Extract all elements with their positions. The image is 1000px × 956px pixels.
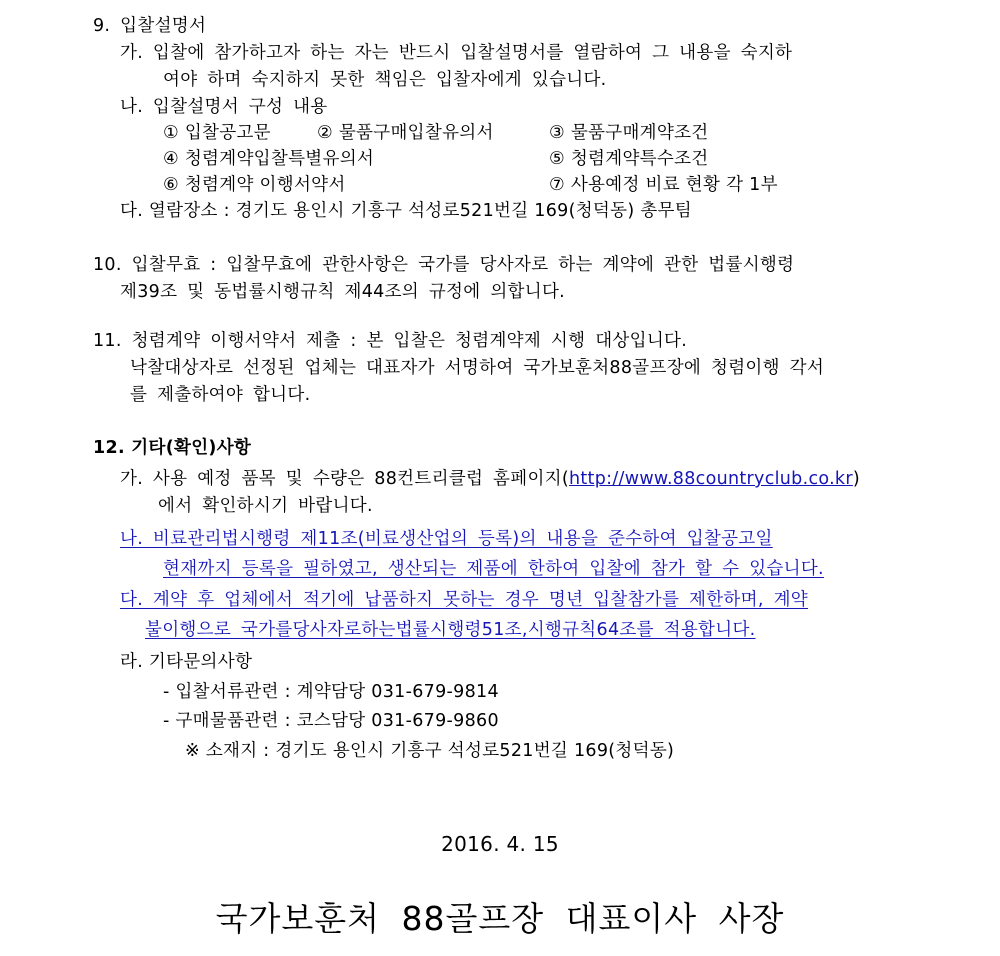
section-9-heading: 9. 입찰설명서 <box>93 16 207 36</box>
list-item: ③ 물품구매계약조건 <box>549 123 709 143</box>
section-9-ga-line2: 여야 하며 숙지하지 못한 책임은 입찰자에게 있습니다. <box>163 70 607 90</box>
list-item: ⑥ 청렴계약 이행서약서 <box>163 175 346 195</box>
section-12-da-line1: 다. 계약 후 업체에서 적기에 납품하지 못하는 경우 명년 입찰참가를 제한하며, 계약 <box>120 590 808 610</box>
section-11-line1: 11. 청렴계약 이행서약서 제출 : 본 입찰은 청렴계약제 시행 대상입니다. <box>93 331 688 351</box>
section-9-da: 다. 열람장소 : 경기도 용인시 기흥구 석성로521번길 169(청덕동) 총무팀 <box>120 201 692 221</box>
list-item: ⑤ 청렴계약특수조건 <box>549 149 709 169</box>
section-10-line2: 제39조 및 동법률시행규칙 제44조의 규정에 의합니다. <box>120 282 566 302</box>
list-item: ① 입찰공고문 <box>163 123 271 143</box>
section-12-ga-line2: 에서 확인하시기 바랍니다. <box>158 496 373 516</box>
list-item: ④ 청렴계약입찰특별유의서 <box>163 149 375 169</box>
homepage-link[interactable]: http://www.88countryclub.co.kr <box>569 469 853 489</box>
section-12-heading: 12. 기타(확인)사항 <box>93 438 252 458</box>
contact-line: - 입찰서류관련 : 계약담당 031-679-9814 <box>163 682 499 702</box>
section-11-line2: 낙찰대상자로 선정된 업체는 대표자가 서명하여 국가보훈처88골프장에 청렴이행 각서 <box>130 358 825 378</box>
section-12-da-line2: 불이행으로 국가를당사자로하는법률시행령51조,시행규칙64조를 적용합니다. <box>145 620 756 640</box>
section-12-na-line1: 나. 비료관리법시행령 제11조(비료생산업의 등록)의 내용을 준수하여 입찰공고일 <box>120 529 773 549</box>
section-9-na: 나. 입찰설명서 구성 내용 <box>120 97 328 117</box>
ga-text: 가. 사용 예정 품목 및 수량은 88컨트리클럽 홈페이지( <box>120 469 569 489</box>
list-item: ② 물품구매입찰유의서 <box>317 123 494 143</box>
signature-line: 국가보훈처 88골프장 대표이사 사장 <box>215 899 785 938</box>
section-9-ga-line1: 가. 입찰에 참가하고자 하는 자는 반드시 입찰설명서를 열람하여 그 내용을 숙지하 <box>120 43 793 63</box>
section-12-na-line2: 현재까지 등록을 필하였고, 생산되는 제품에 한하여 입찰에 참가 할 수 있습니다. <box>163 559 824 579</box>
contact-line: - 구매물품관련 : 코스담당 031-679-9860 <box>163 711 499 731</box>
ga-text-close: ) <box>852 469 860 489</box>
section-12-ga-line1 <box>120 467 860 491</box>
document-date: 2016. 4. 15 <box>441 832 559 856</box>
list-item: ⑦ 사용예정 비료 현황 각 1부 <box>549 175 778 195</box>
section-12-ra: 라. 기타문의사항 <box>120 652 253 672</box>
address-line: ※ 소재지 : 경기도 용인시 기흥구 석성로521번길 169(청덕동) <box>185 741 675 761</box>
section-11-line3: 를 제출하여야 합니다. <box>130 385 311 405</box>
section-10-line1: 10. 입찰무효 : 입찰무효에 관한사항은 국가를 당사자로 하는 계약에 관한 법률시행령 <box>93 255 795 275</box>
